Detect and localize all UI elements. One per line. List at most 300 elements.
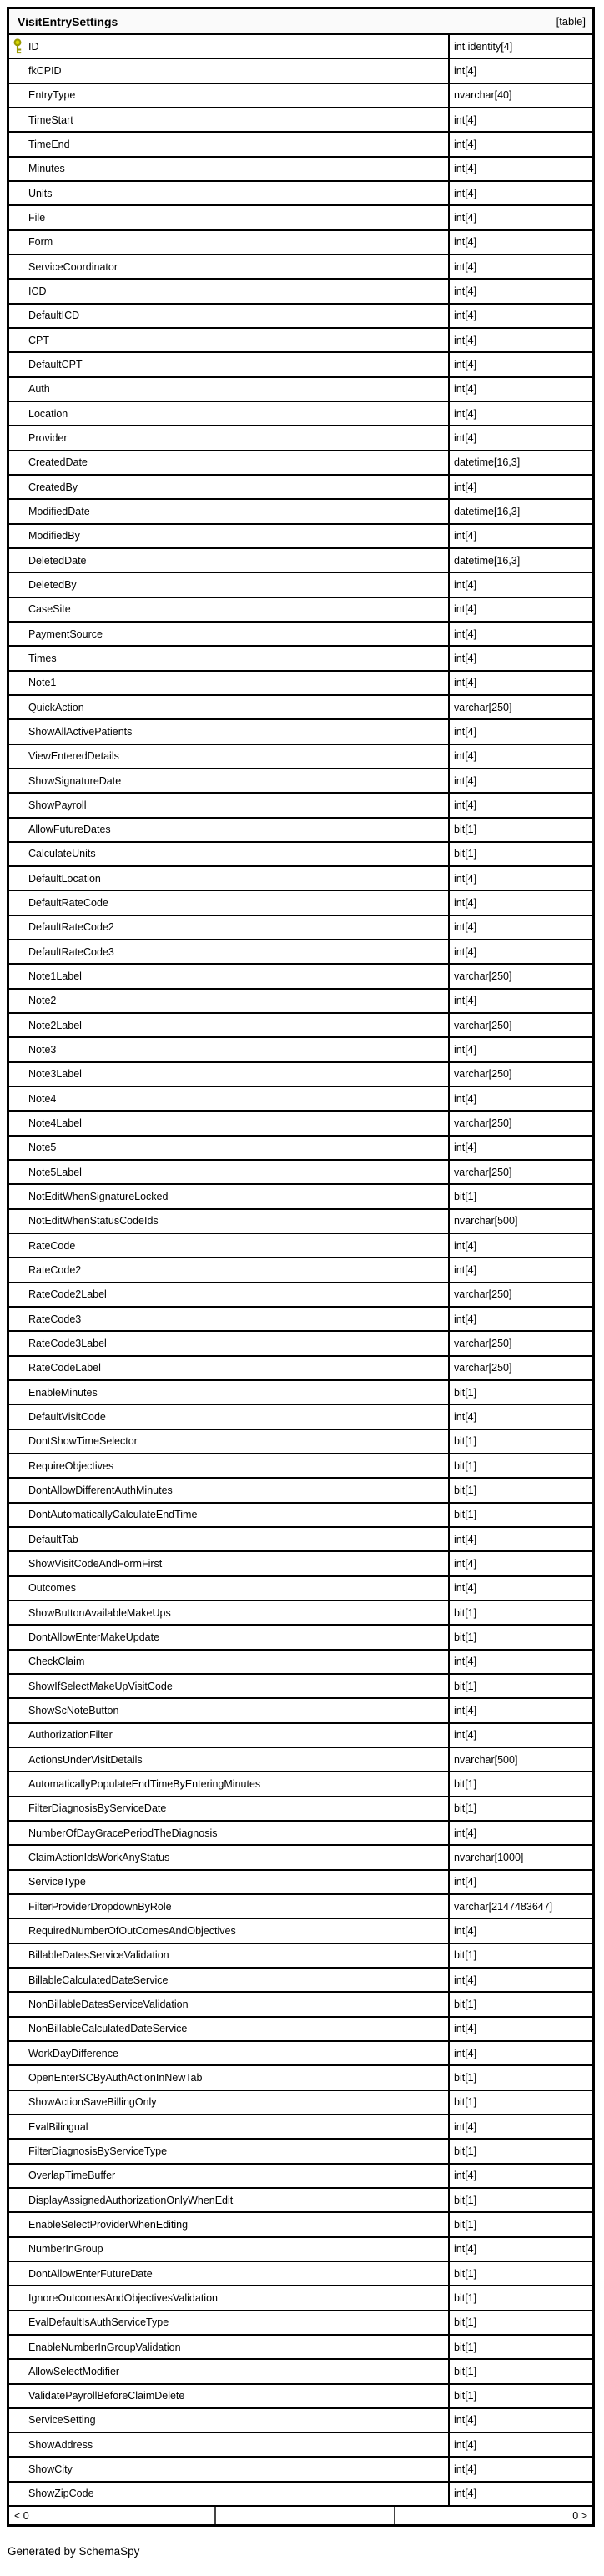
column-name: DontAllowEnterMakeUpdate bbox=[28, 1631, 160, 1643]
table-row bbox=[9, 965, 592, 989]
column-type: nvarchar[40] bbox=[454, 89, 512, 102]
generated-by-caption: Generated by SchemaSpy bbox=[8, 2545, 140, 2558]
column-type: int[4] bbox=[454, 236, 477, 249]
column-type-cell bbox=[448, 2140, 592, 2162]
column-name: Note1 bbox=[28, 677, 57, 689]
column-name-cell bbox=[9, 1993, 448, 2015]
column-name-cell bbox=[9, 231, 448, 254]
column-type-cell bbox=[448, 1405, 592, 1428]
column-type-cell bbox=[448, 305, 592, 327]
column-name-cell bbox=[9, 1038, 448, 1061]
column-name-cell bbox=[9, 1919, 448, 1942]
column-type-cell bbox=[448, 158, 592, 180]
column-name-cell bbox=[9, 2483, 448, 2505]
table-row bbox=[9, 206, 592, 230]
column-name: Note4 bbox=[28, 1092, 57, 1105]
column-name: BillableCalculatedDateService bbox=[28, 1974, 169, 1986]
table-row bbox=[9, 108, 592, 133]
column-type: bit[1] bbox=[454, 1631, 477, 1643]
column-name: TimeEnd bbox=[28, 138, 70, 150]
table-row bbox=[9, 1528, 592, 1552]
column-type-cell bbox=[448, 1454, 592, 1477]
column-type-cell bbox=[448, 1772, 592, 1795]
column-name: DefaultCPT bbox=[28, 358, 83, 371]
table-row bbox=[9, 1577, 592, 1601]
table-title: VisitEntrySettings bbox=[18, 14, 118, 28]
column-type: int[4] bbox=[454, 407, 477, 420]
column-type: varchar[250] bbox=[454, 1362, 512, 1374]
column-type-cell bbox=[448, 623, 592, 645]
column-type: int[4] bbox=[454, 211, 477, 224]
column-type-cell bbox=[448, 1185, 592, 1207]
column-type-cell bbox=[448, 35, 592, 58]
column-name-cell bbox=[9, 2385, 448, 2407]
column-type: int[4] bbox=[454, 799, 477, 811]
column-name: CheckClaim bbox=[28, 1656, 85, 1668]
column-type-cell bbox=[448, 549, 592, 572]
column-type-cell bbox=[448, 1601, 592, 1624]
column-name: Note2Label bbox=[28, 1019, 82, 1031]
column-type-cell bbox=[448, 1528, 592, 1550]
column-name-cell bbox=[9, 426, 448, 449]
column-type: int[4] bbox=[454, 1313, 477, 1325]
column-name-cell bbox=[9, 1137, 448, 1159]
table-row bbox=[9, 2311, 592, 2336]
column-name: RateCode bbox=[28, 1239, 76, 1252]
table-row bbox=[9, 1234, 592, 1258]
column-type-cell bbox=[448, 1038, 592, 1061]
column-name-cell bbox=[9, 1185, 448, 1207]
table-row bbox=[9, 1651, 592, 1675]
table-row bbox=[9, 59, 592, 83]
table-row bbox=[9, 1895, 592, 1919]
table-row bbox=[9, 647, 592, 671]
column-name-cell bbox=[9, 990, 448, 1012]
table-row bbox=[9, 305, 592, 329]
table-row bbox=[9, 819, 592, 843]
column-type-cell bbox=[448, 819, 592, 841]
table-row bbox=[9, 2409, 592, 2433]
column-type-cell bbox=[448, 1552, 592, 1575]
table-header[interactable] bbox=[9, 9, 592, 35]
column-type-cell bbox=[448, 1234, 592, 1257]
column-type: bit[1] bbox=[454, 2341, 477, 2353]
column-type-cell bbox=[448, 1063, 592, 1086]
column-name-cell bbox=[9, 1454, 448, 1477]
column-name: AllowFutureDates bbox=[28, 824, 111, 836]
column-type-cell bbox=[448, 1724, 592, 1747]
column-name: RequiredNumberOfOutComesAndObjectives bbox=[28, 1924, 236, 1937]
table-row bbox=[9, 280, 592, 304]
table-row bbox=[9, 867, 592, 891]
column-name-cell bbox=[9, 1871, 448, 1893]
column-name-cell bbox=[9, 867, 448, 890]
column-name: ShowZipCode bbox=[28, 2488, 94, 2500]
table-row bbox=[9, 1137, 592, 1161]
column-name-cell bbox=[9, 329, 448, 351]
column-name-cell bbox=[9, 1552, 448, 1575]
column-name-cell bbox=[9, 1504, 448, 1526]
column-type-cell bbox=[448, 2409, 592, 2432]
column-type-cell bbox=[448, 1357, 592, 1379]
column-name-cell bbox=[9, 1651, 448, 1673]
column-name-cell bbox=[9, 647, 448, 669]
column-name: ModifiedBy bbox=[28, 530, 80, 542]
table-row bbox=[9, 1504, 592, 1528]
table-row bbox=[9, 1210, 592, 1234]
column-type-cell bbox=[448, 1258, 592, 1281]
column-type: nvarchar[500] bbox=[454, 1215, 518, 1228]
table-row bbox=[9, 1112, 592, 1136]
column-name-cell bbox=[9, 1161, 448, 1183]
column-name: ShowVisitCodeAndFormFirst bbox=[28, 1558, 163, 1570]
table-row bbox=[9, 745, 592, 769]
column-type: int[4] bbox=[454, 897, 477, 910]
column-type-cell bbox=[448, 1944, 592, 1967]
column-name: EvalBilingual bbox=[28, 2120, 88, 2133]
table-row bbox=[9, 1014, 592, 1038]
column-type-cell bbox=[448, 500, 592, 522]
column-type: nvarchar[500] bbox=[454, 1753, 518, 1766]
column-name: Note3 bbox=[28, 1044, 57, 1056]
column-type-cell bbox=[448, 2165, 592, 2187]
column-type-cell bbox=[448, 1626, 592, 1648]
column-type: bit[1] bbox=[454, 2316, 477, 2329]
table-row bbox=[9, 2238, 592, 2262]
column-type-cell bbox=[448, 1210, 592, 1233]
table-row bbox=[9, 2018, 592, 2042]
column-name: ShowScNoteButton bbox=[28, 1704, 119, 1716]
column-type: nvarchar[1000] bbox=[454, 1851, 524, 1863]
table-row bbox=[9, 2189, 592, 2213]
table-row bbox=[9, 1969, 592, 1993]
column-name: OpenEnterSCByAuthActionInNewTab bbox=[28, 2071, 203, 2084]
column-type-cell bbox=[448, 990, 592, 1012]
column-name-cell bbox=[9, 769, 448, 792]
table-row bbox=[9, 1454, 592, 1479]
column-type: int[4] bbox=[454, 334, 477, 346]
table-row bbox=[9, 84, 592, 108]
column-type: int[4] bbox=[454, 260, 477, 273]
column-type-cell bbox=[448, 2018, 592, 2040]
column-name-cell bbox=[9, 206, 448, 229]
column-type-cell bbox=[448, 451, 592, 474]
column-name: RateCodeLabel bbox=[28, 1362, 101, 1374]
column-name: RateCode2 bbox=[28, 1264, 82, 1277]
column-type: int[4] bbox=[454, 872, 477, 885]
column-type: int[4] bbox=[454, 1092, 477, 1105]
column-type: int[4] bbox=[454, 603, 477, 616]
column-type-cell bbox=[448, 280, 592, 302]
column-name: File bbox=[28, 211, 46, 224]
table-row bbox=[9, 794, 592, 818]
column-type-cell bbox=[448, 965, 592, 987]
column-type: bit[1] bbox=[454, 1459, 477, 1472]
table-row bbox=[9, 1405, 592, 1429]
column-name-cell bbox=[9, 2336, 448, 2358]
column-type: int[4] bbox=[454, 1729, 477, 1742]
column-name-cell bbox=[9, 2189, 448, 2211]
column-name-cell bbox=[9, 1895, 448, 1918]
column-type-cell bbox=[448, 1871, 592, 1893]
column-type: bit[1] bbox=[454, 2291, 477, 2304]
column-type: bit[1] bbox=[454, 1777, 477, 1790]
column-name-cell bbox=[9, 1675, 448, 1697]
column-type: bit[1] bbox=[454, 824, 477, 836]
column-type: int[4] bbox=[454, 652, 477, 664]
column-type: int[4] bbox=[454, 1411, 477, 1424]
column-name-cell bbox=[9, 2018, 448, 2040]
column-name: ViewEnteredDetails bbox=[28, 750, 119, 763]
table-row bbox=[9, 2336, 592, 2360]
column-name-cell bbox=[9, 916, 448, 939]
column-name-cell bbox=[9, 598, 448, 621]
table-row bbox=[9, 402, 592, 426]
column-name: CaseSite bbox=[28, 603, 71, 616]
column-name-cell bbox=[9, 549, 448, 572]
column-name-cell bbox=[9, 672, 448, 694]
column-type: int[4] bbox=[454, 187, 477, 199]
column-name-cell bbox=[9, 158, 448, 180]
column-name-cell bbox=[9, 1528, 448, 1550]
column-name: Provider bbox=[28, 431, 68, 444]
table-row bbox=[9, 378, 592, 402]
column-type: int[4] bbox=[454, 358, 477, 371]
table-row bbox=[9, 329, 592, 353]
table-row bbox=[9, 2360, 592, 2384]
column-name: NotEditWhenSignatureLocked bbox=[28, 1191, 169, 1203]
column-type-cell bbox=[448, 1087, 592, 1110]
column-name-cell bbox=[9, 182, 448, 204]
column-name: Location bbox=[28, 407, 68, 420]
table-row bbox=[9, 1724, 592, 1748]
column-type: datetime[16,3] bbox=[454, 505, 521, 517]
column-name: ClaimActionIdsWorkAnyStatus bbox=[28, 1851, 170, 1863]
column-type: bit[1] bbox=[454, 1509, 477, 1521]
table-row bbox=[9, 500, 592, 524]
table-row bbox=[9, 1430, 592, 1454]
table-row bbox=[9, 1919, 592, 1943]
column-name-cell bbox=[9, 280, 448, 302]
column-name: ICD bbox=[28, 285, 47, 297]
column-name-cell bbox=[9, 2262, 448, 2285]
column-type: int[4] bbox=[454, 1582, 477, 1595]
column-type: bit[1] bbox=[454, 2218, 477, 2231]
table-row bbox=[9, 1479, 592, 1503]
table-row bbox=[9, 2066, 592, 2090]
column-type-cell bbox=[448, 916, 592, 939]
table-row bbox=[9, 1699, 592, 1723]
column-name: DontAllowEnterFutureDate bbox=[28, 2267, 153, 2280]
column-type-cell bbox=[448, 1822, 592, 1844]
column-name: EvalDefaultIsAuthServiceType bbox=[28, 2316, 169, 2329]
column-type: int[4] bbox=[454, 2120, 477, 2133]
column-name-cell bbox=[9, 819, 448, 841]
table-row bbox=[9, 1087, 592, 1112]
column-type: bit[1] bbox=[454, 2096, 477, 2109]
column-name: Minutes bbox=[28, 163, 65, 175]
column-type: bit[1] bbox=[454, 1949, 477, 1962]
column-type: int[4] bbox=[454, 750, 477, 763]
column-name: IgnoreOutcomesAndObjectivesValidation bbox=[28, 2291, 218, 2304]
column-name: EnableMinutes bbox=[28, 1386, 98, 1399]
table-row bbox=[9, 916, 592, 940]
column-type-cell bbox=[448, 1651, 592, 1673]
table-type-tag: [table] bbox=[556, 15, 586, 28]
column-name: EnableNumberInGroupValidation bbox=[28, 2341, 181, 2353]
column-name-cell bbox=[9, 843, 448, 865]
table-row bbox=[9, 1185, 592, 1209]
table-row bbox=[9, 1993, 592, 2017]
column-type: int[4] bbox=[454, 113, 477, 126]
column-type-cell bbox=[448, 108, 592, 131]
column-type-cell bbox=[448, 476, 592, 498]
column-type: bit[1] bbox=[454, 848, 477, 860]
column-type-cell bbox=[448, 1969, 592, 1991]
column-type-cell bbox=[448, 84, 592, 107]
table-row bbox=[9, 2286, 592, 2311]
column-name-cell bbox=[9, 1381, 448, 1404]
primary-key-icon bbox=[13, 38, 24, 54]
column-name-cell bbox=[9, 1063, 448, 1086]
column-name-cell bbox=[9, 2042, 448, 2064]
column-name-cell bbox=[9, 623, 448, 645]
column-name-cell bbox=[9, 1210, 448, 1233]
table-row bbox=[9, 1846, 592, 1870]
table-row bbox=[9, 1871, 592, 1895]
column-type: int[4] bbox=[454, 995, 477, 1007]
table-row bbox=[9, 451, 592, 476]
column-name-cell bbox=[9, 1234, 448, 1257]
column-type: int[4] bbox=[454, 1704, 477, 1716]
column-name: NumberOfDayGracePeriodTheDiagnosis bbox=[28, 1827, 218, 1839]
column-name: DefaultTab bbox=[28, 1533, 78, 1545]
column-name: NotEditWhenStatusCodeIds bbox=[28, 1215, 159, 1228]
table-footer bbox=[9, 2507, 592, 2524]
table-row bbox=[9, 573, 592, 597]
table-row bbox=[9, 1626, 592, 1650]
column-type-cell bbox=[448, 2115, 592, 2138]
column-name-cell bbox=[9, 476, 448, 498]
column-name: FilterProviderDropdownByRole bbox=[28, 1900, 172, 1913]
column-name: EnableSelectProviderWhenEditing bbox=[28, 2218, 189, 2231]
column-name: Note3Label bbox=[28, 1068, 82, 1081]
table-row bbox=[9, 2213, 592, 2237]
column-type-cell bbox=[448, 647, 592, 669]
column-name: EntryType bbox=[28, 89, 76, 102]
column-type: int[4] bbox=[454, 1876, 477, 1888]
table-row bbox=[9, 843, 592, 867]
column-name: NonBillableDatesServiceValidation bbox=[28, 1998, 189, 2010]
column-name-cell bbox=[9, 794, 448, 816]
column-type: varchar[250] bbox=[454, 1068, 512, 1081]
table-row bbox=[9, 598, 592, 623]
column-type-cell bbox=[448, 231, 592, 254]
column-type-cell bbox=[448, 1699, 592, 1722]
table-row bbox=[9, 2042, 592, 2066]
column-name-cell bbox=[9, 1405, 448, 1428]
column-type-cell bbox=[448, 2433, 592, 2456]
table-row bbox=[9, 1381, 592, 1405]
column-name-cell bbox=[9, 1112, 448, 1134]
table-row bbox=[9, 158, 592, 182]
column-name: ShowAddress bbox=[28, 2438, 93, 2451]
column-type: bit[1] bbox=[454, 2390, 477, 2402]
table-row bbox=[9, 1772, 592, 1797]
column-type-cell bbox=[448, 2262, 592, 2285]
column-type: int[4] bbox=[454, 310, 477, 322]
table-row bbox=[9, 353, 592, 377]
column-type: int[4] bbox=[454, 530, 477, 542]
table-row bbox=[9, 623, 592, 647]
column-name: DefaultRateCode2 bbox=[28, 921, 114, 934]
column-type-cell bbox=[448, 1748, 592, 1771]
table-row bbox=[9, 1308, 592, 1332]
column-name-cell bbox=[9, 1822, 448, 1844]
column-type-cell bbox=[448, 891, 592, 914]
column-type: int[4] bbox=[454, 2243, 477, 2256]
table-row bbox=[9, 1063, 592, 1087]
column-type-cell bbox=[448, 1919, 592, 1942]
column-name-cell bbox=[9, 133, 448, 155]
column-type: int[4] bbox=[454, 628, 477, 640]
column-type-cell bbox=[448, 720, 592, 743]
column-name: Outcomes bbox=[28, 1582, 76, 1595]
column-type: varchar[250] bbox=[454, 1117, 512, 1130]
table-row bbox=[9, 2165, 592, 2189]
column-name-cell bbox=[9, 2213, 448, 2236]
table-row bbox=[9, 990, 592, 1014]
column-type-cell bbox=[448, 843, 592, 865]
table-row bbox=[9, 940, 592, 965]
column-type: bit[1] bbox=[454, 1998, 477, 2010]
column-type-cell bbox=[448, 598, 592, 621]
column-type-cell bbox=[448, 1112, 592, 1134]
column-type: int[4] bbox=[454, 2463, 477, 2476]
column-type-cell bbox=[448, 1993, 592, 2015]
column-name: AuthorizationFilter bbox=[28, 1729, 113, 1742]
column-type-cell bbox=[448, 1283, 592, 1306]
column-name: ShowCity bbox=[28, 2463, 73, 2476]
column-name-cell bbox=[9, 59, 448, 82]
column-type: int[4] bbox=[454, 64, 477, 77]
column-name: ShowActionSaveBillingOnly bbox=[28, 2096, 157, 2109]
column-type-cell bbox=[448, 378, 592, 401]
column-type: int[4] bbox=[454, 138, 477, 150]
column-name-cell bbox=[9, 2409, 448, 2432]
column-name-cell bbox=[9, 1969, 448, 1991]
column-type-cell bbox=[448, 206, 592, 229]
column-name: CreatedDate bbox=[28, 456, 88, 469]
table-row bbox=[9, 35, 592, 59]
column-name: DeletedDate bbox=[28, 554, 87, 567]
column-type: int[4] bbox=[454, 921, 477, 934]
column-type-cell bbox=[448, 1332, 592, 1354]
table-row bbox=[9, 769, 592, 794]
column-name-cell bbox=[9, 1626, 448, 1648]
column-name-cell bbox=[9, 1087, 448, 1110]
column-name-cell bbox=[9, 1430, 448, 1453]
column-name-cell bbox=[9, 108, 448, 131]
column-type-cell bbox=[448, 2311, 592, 2334]
column-name: ActionsUnderVisitDetails bbox=[28, 1753, 143, 1766]
column-type: int[4] bbox=[454, 1656, 477, 1668]
column-type: varchar[250] bbox=[454, 1288, 512, 1301]
column-type-cell bbox=[448, 1308, 592, 1330]
column-name-cell bbox=[9, 2286, 448, 2309]
column-name-cell bbox=[9, 965, 448, 987]
column-type-cell bbox=[448, 867, 592, 890]
